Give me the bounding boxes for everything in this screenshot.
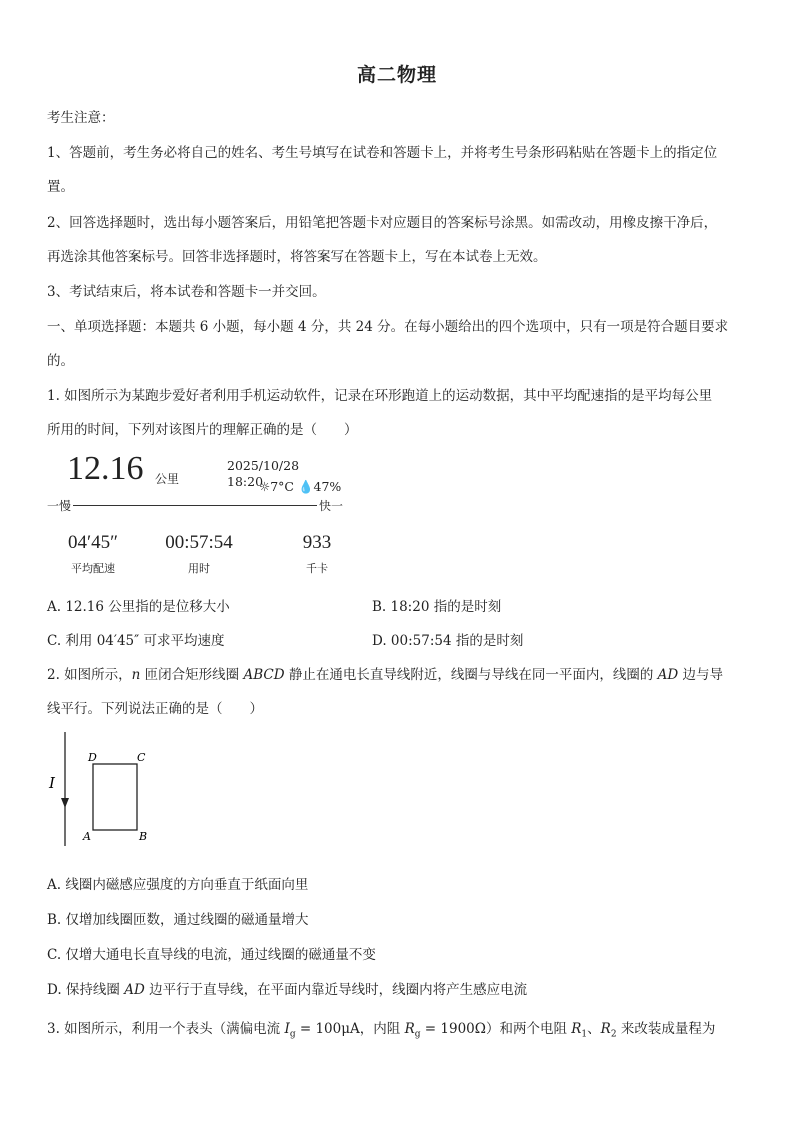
notice-1-line-1: 1、答题前，考生务必将自己的姓名、考生号填写在试卷和答题卡上，并将考生号条形码粘贴在答题卡上的指定位 <box>47 145 718 161</box>
q2-option-d: D. 保持线圈 AD 边平行于直导线，在平面内靠近导线时，线圈内将产生感应电流 <box>47 982 528 998</box>
q2-option-b: B. 仅增加线圈匝数，通过线圈的磁通量增大 <box>47 912 309 928</box>
notice-3: 3、考试结束后，将本试卷和答题卡一并交回。 <box>47 284 326 300</box>
q2-loop-abcd <box>93 764 137 830</box>
q1-stem-line-2: 所用的时间，下列对该图片的理解正确的是（ ） <box>47 422 358 438</box>
q2-current-label: I <box>49 774 55 792</box>
q2-current-arrow-icon <box>61 798 69 808</box>
q1-option-c: C. 利用 04′45″ 可求平均速度 <box>47 633 225 649</box>
q1-distance-value: 12.16 <box>67 450 144 487</box>
q2-vertex-a: A <box>83 830 91 843</box>
q1-pace-value: 04′45″ <box>67 532 119 553</box>
q1-kcal-label: 千卡 <box>306 562 328 575</box>
q3-stem-line-1: 3. 如图所示，利用一个表头（满偏电流 $I_g = 100\mu A$，内阻 $R_g = 1900\Omega$）和两个电阻 $R_1$、$R_2$ 来改装成量程为 <box>47 1021 716 1040</box>
notice-2-line-1: 2、回答选择题时，选出每小题答案后，用铅笔把答题卡对应题目的答案标号涂黑。如需改动，用橡皮擦干净后， <box>47 215 718 231</box>
section-heading-line-1: 一、单项选择题：本题共 6 小题，每小题 4 分，共 24 分。在每小题给出的四个选项中，只有一项是符合题目要求 <box>47 319 729 335</box>
q1-pace-label: 平均配速 <box>71 562 115 575</box>
q2-figure-wire-loop <box>47 728 167 853</box>
q1-option-d: D. 00:57:54 指的是时刻 <box>372 633 524 649</box>
q1-fast-label: 快一 <box>318 499 343 513</box>
q2-vertex-b: B <box>139 830 148 843</box>
notice-2-line-2: 再选涂其他答案标号。回答非选择题时，将答案写在答题卡上，写在本试卷上无效。 <box>47 249 547 265</box>
q1-option-a: A. 12.16 公里指的是位移大小 <box>47 599 230 615</box>
q1-distance-unit: 公里 <box>155 472 180 486</box>
page-title: 高二物理 <box>356 64 437 86</box>
q2-vertex-c: C <box>137 751 146 764</box>
section-heading-line-2: 的。 <box>47 353 74 369</box>
q2-option-a: A. 线圈内磁感应强度的方向垂直于纸面向里 <box>47 877 309 893</box>
q2-vertex-d: D <box>88 751 97 764</box>
q1-slow-label: 一慢 <box>47 499 72 513</box>
q1-option-b: B. 18:20 指的是时刻 <box>372 599 502 615</box>
q1-weather: ☼7°C 💧47% <box>259 479 342 494</box>
q2-stem-line-2: 线平行。下列说法正确的是（ ） <box>47 701 263 717</box>
q1-pace-bar <box>47 505 343 506</box>
q1-time-value: 00:57:54 <box>165 532 233 553</box>
q1-time-label: 用时 <box>188 562 210 575</box>
q2-stem-line-1: 2. 如图所示，n 匝闭合矩形线圈 ABCD 静止在通电长直导线附近，线圈与导线在同一平面内，线圈的 AD 边与导 <box>47 667 724 683</box>
notice-1-line-2: 置。 <box>47 179 74 195</box>
q1-stem-line-1: 1. 如图所示为某跑步爱好者利用手机运动软件，记录在环形跑道上的运动数据，其中平均配速指的是平均每公里 <box>47 388 713 404</box>
q1-figure-running-app <box>47 450 347 580</box>
q1-datetime: 2025/10/28 18:20 <box>227 458 312 489</box>
notice-heading: 考生注意： <box>47 110 115 126</box>
q1-kcal-value: 933 <box>302 532 332 553</box>
q2-option-c: C. 仅增大通电长直导线的电流，通过线圈的磁通量不变 <box>47 947 376 963</box>
